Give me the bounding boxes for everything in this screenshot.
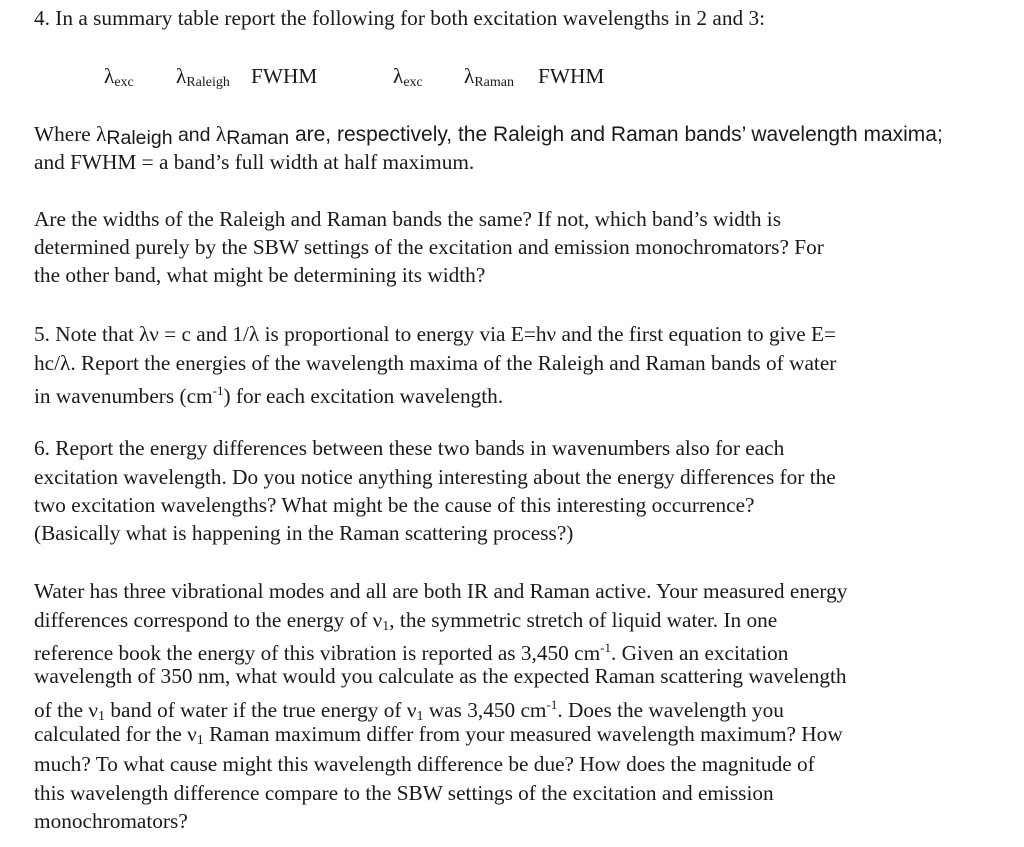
q6-line-2: excitation wavelength. Do you notice anything interesting about the energy differences for the <box>34 465 836 489</box>
water-line-8: this wavelength difference compare to the SBW settings of the excitation and emission <box>34 781 774 805</box>
header-lambda-exc-2: $\lambda_{exc}$ <box>393 64 423 90</box>
water-line-7: much? To what cause might this wavelength difference be due? How does the magnitude of <box>34 752 815 776</box>
water-line-2: differences correspond to the energy of $\nu_1$, the symmetric stretch of liquid water. In one <box>34 608 778 634</box>
water-line-9: monochromators? <box>34 809 188 833</box>
header-fwhm-2: FWHM <box>538 64 605 88</box>
water-line-3: reference book the energy of this vibration is reported as 3,450 $cm^{-1}$. Given an excitation <box>34 640 789 665</box>
q4-paragraph-line-1: Are the widths of the Raleigh and Raman bands the same? If not, which band’s width is <box>34 207 782 231</box>
q4-paragraph-line-2: determined purely by the SBW settings of the excitation and emission monochromators? For <box>34 235 824 259</box>
q4-heading: 4. In a summary table report the following for both excitation wavelengths in 2 and 3: <box>34 6 766 30</box>
header-lambda-exc: $\lambda_{exc}$ <box>104 64 134 90</box>
q4-paragraph-line-3: the other band, what might be determining its width? <box>34 263 486 287</box>
water-line-5: of the $\nu_1$ band of water if the true energy of $\nu_1$ was 3,450 $cm^{-1}$. Does the wavelength you <box>34 697 784 724</box>
header-lambda-raleigh: $\lambda_{Raleigh}$ <box>176 64 230 90</box>
water-line-1: Water has three vibrational modes and all are both IR and Raman active. Your measured energy <box>34 579 848 603</box>
water-line-6: calculated for the $\nu_1$ Raman maximum differ from your measured wavelength maximum? How <box>34 722 843 748</box>
q6-line-4: (Basically what is happening in the Raman scattering process?) <box>34 521 574 545</box>
q6-line-1: 6. Report the energy differences between these two bands in wavenumbers also for each <box>34 436 785 460</box>
water-line-4: wavelength of 350 nm, what would you calculate as the expected Raman scattering wavelength <box>34 664 847 688</box>
q5-line-3: in wavenumbers $(cm^{-1})$ for each excitation wavelength. <box>34 383 504 408</box>
q5-line-2: hc/λ. Report the energies of the wavelength maxima of the Raleigh and Raman bands of water <box>34 351 837 375</box>
where-line-1: Where λRaleigh and λRaman are, respectively, the Raleigh and Raman bands’ wavelength maxima; <box>34 122 943 149</box>
q6-line-3: two excitation wavelengths? What might be the cause of this interesting occurrence? <box>34 493 755 517</box>
header-lambda-raman: $\lambda_{Raman}$ <box>464 64 514 90</box>
where-line-2: and FWHM = a band’s full width at half maximum. <box>34 150 475 174</box>
q5-line-1: 5. Note that λν = c and 1/λ is proportional to energy via E=hν and the first equation to give E= <box>34 322 837 346</box>
header-fwhm-1: FWHM <box>251 64 318 88</box>
